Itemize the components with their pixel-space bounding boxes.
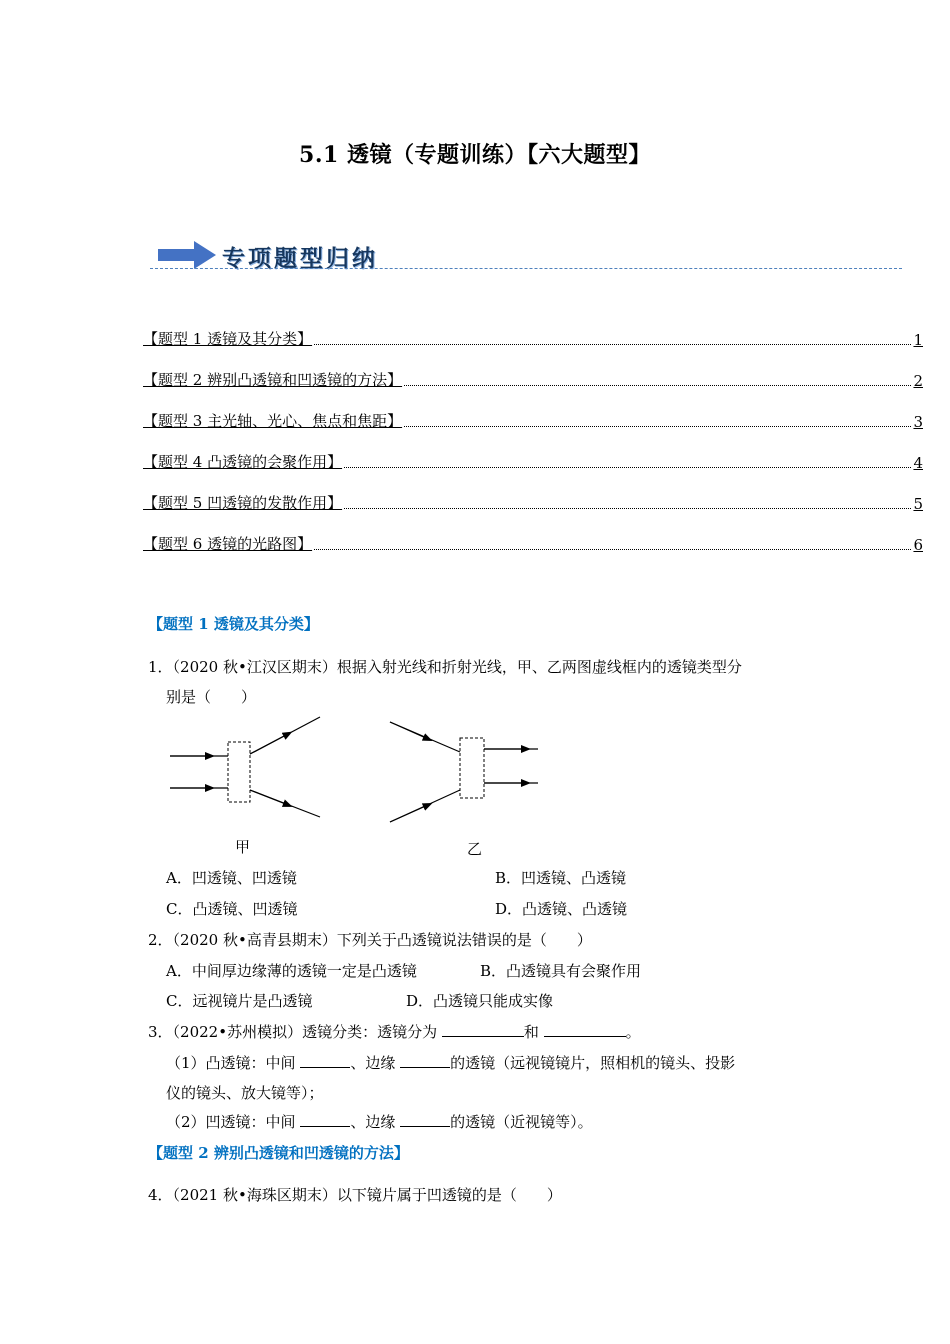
question-text: 的透镜（近视镜等）。 (450, 1113, 593, 1131)
question-text: 、边缘 (350, 1054, 401, 1072)
page-title: 5.1 透镜（专题训练）【六大题型】 (299, 142, 651, 168)
toc-item-label[interactable]: 【题型 4 凸透镜的会聚作用】 (143, 453, 343, 471)
banner-divider (150, 268, 902, 269)
option-d[interactable]: D．凸透镜、凸透镜 (495, 900, 628, 918)
table-of-contents (143, 308, 923, 554)
diagram-yi (390, 722, 538, 822)
question-3-part-1 (166, 1052, 735, 1073)
answer-blank[interactable] (400, 1053, 450, 1068)
question-4 (148, 1184, 562, 1205)
answer-blank[interactable] (300, 1112, 350, 1127)
question-text: 的透镜（远视镜镜片，照相机的镜头、投影 (450, 1054, 736, 1072)
toc-item-page[interactable]: 5 (913, 495, 923, 513)
toc-item-page[interactable]: 3 (913, 413, 923, 431)
answer-blank[interactable] (400, 1112, 450, 1127)
question-1 (148, 656, 742, 677)
toc-leader (314, 344, 911, 345)
toc-item-page[interactable]: 4 (913, 454, 923, 472)
caption-yi: 乙 (467, 840, 483, 858)
answer-blank[interactable] (544, 1022, 626, 1037)
section-heading-2: 【题型 2 辨别凸透镜和凹透镜的方法】 (148, 1144, 409, 1162)
right-arrow-icon (158, 240, 218, 270)
section-heading-1: 【题型 1 透镜及其分类】 (148, 615, 319, 633)
toc-item-label[interactable]: 【题型 2 辨别凸透镜和凹透镜的方法】 (143, 371, 403, 389)
answer-blank[interactable] (442, 1022, 524, 1037)
toc-item-label[interactable]: 【题型 1 透镜及其分类】 (143, 330, 313, 348)
question-text: （2020 秋•江汉区期末）根据入射光线和折射光线，甲、乙两图虚线框内的透镜类型分 (172, 658, 742, 676)
question-number: 4． (148, 1186, 173, 1204)
toc-leader (404, 426, 911, 427)
answer-blank[interactable] (300, 1053, 350, 1068)
option-b[interactable]: B．凹透镜、凸透镜 (495, 869, 627, 887)
option-a[interactable]: A．凹透镜、凹透镜 (166, 869, 297, 887)
question-number: 3． (148, 1023, 173, 1041)
toc-leader (404, 385, 911, 386)
caption-jia: 甲 (235, 838, 251, 856)
question-text: （2）凹透镜：中间 (166, 1113, 301, 1131)
question-text: （2020 秋•高青县期末）下列关于凸透镜说法错误的是（ ） (172, 931, 592, 949)
toc-item[interactable] (143, 472, 923, 513)
option-c[interactable]: C．远视镜片是凸透镜 (166, 992, 313, 1010)
toc-item-page[interactable]: 1 (913, 331, 923, 349)
option-c[interactable]: C．凸透镜、凹透镜 (166, 900, 298, 918)
diagram-jia (170, 717, 320, 817)
question-3 (148, 1021, 641, 1042)
lens-diagram (160, 712, 560, 827)
question-2 (148, 929, 592, 950)
question-3-part-1-cont: 仪的镜头、放大镜等）； (166, 1084, 324, 1102)
question-number: 2． (148, 931, 173, 949)
toc-leader (314, 549, 911, 550)
toc-item-page[interactable]: 6 (913, 536, 923, 554)
question-3-part-2 (166, 1111, 593, 1132)
question-1-cont: 别是（ ） (166, 688, 257, 706)
section-banner (150, 238, 902, 274)
question-text: （2021 秋•海珠区期末）以下镜片属于凹透镜的是（ ） (172, 1186, 562, 1204)
question-text: 、边缘 (350, 1113, 401, 1131)
banner-title: 专项题型归纳 (222, 246, 378, 272)
question-text: （1）凸透镜：中间 (166, 1054, 301, 1072)
option-b[interactable]: B．凸透镜具有会聚作用 (480, 962, 642, 980)
option-d[interactable]: D．凸透镜只能成实像 (406, 992, 554, 1010)
question-text: （2022•苏州模拟）透镜分类：透镜分为 (172, 1023, 442, 1041)
toc-item-label[interactable]: 【题型 6 透镜的光路图】 (143, 535, 313, 553)
toc-item[interactable] (143, 390, 923, 431)
toc-item-label[interactable]: 【题型 5 凹透镜的发散作用】 (143, 494, 343, 512)
toc-item-label[interactable]: 【题型 3 主光轴、光心、焦点和焦距】 (143, 412, 403, 430)
question-text: 和 (523, 1023, 544, 1041)
toc-item-page[interactable]: 2 (913, 372, 923, 390)
question-text: 。 (625, 1023, 641, 1041)
toc-item[interactable] (143, 308, 923, 349)
option-a[interactable]: A．中间厚边缘薄的透镜一定是凸透镜 (166, 962, 417, 980)
question-number: 1． (148, 658, 173, 676)
toc-item[interactable] (143, 431, 923, 472)
toc-leader (344, 508, 911, 509)
toc-leader (344, 467, 911, 468)
toc-item[interactable] (143, 513, 923, 554)
toc-item[interactable] (143, 349, 923, 390)
